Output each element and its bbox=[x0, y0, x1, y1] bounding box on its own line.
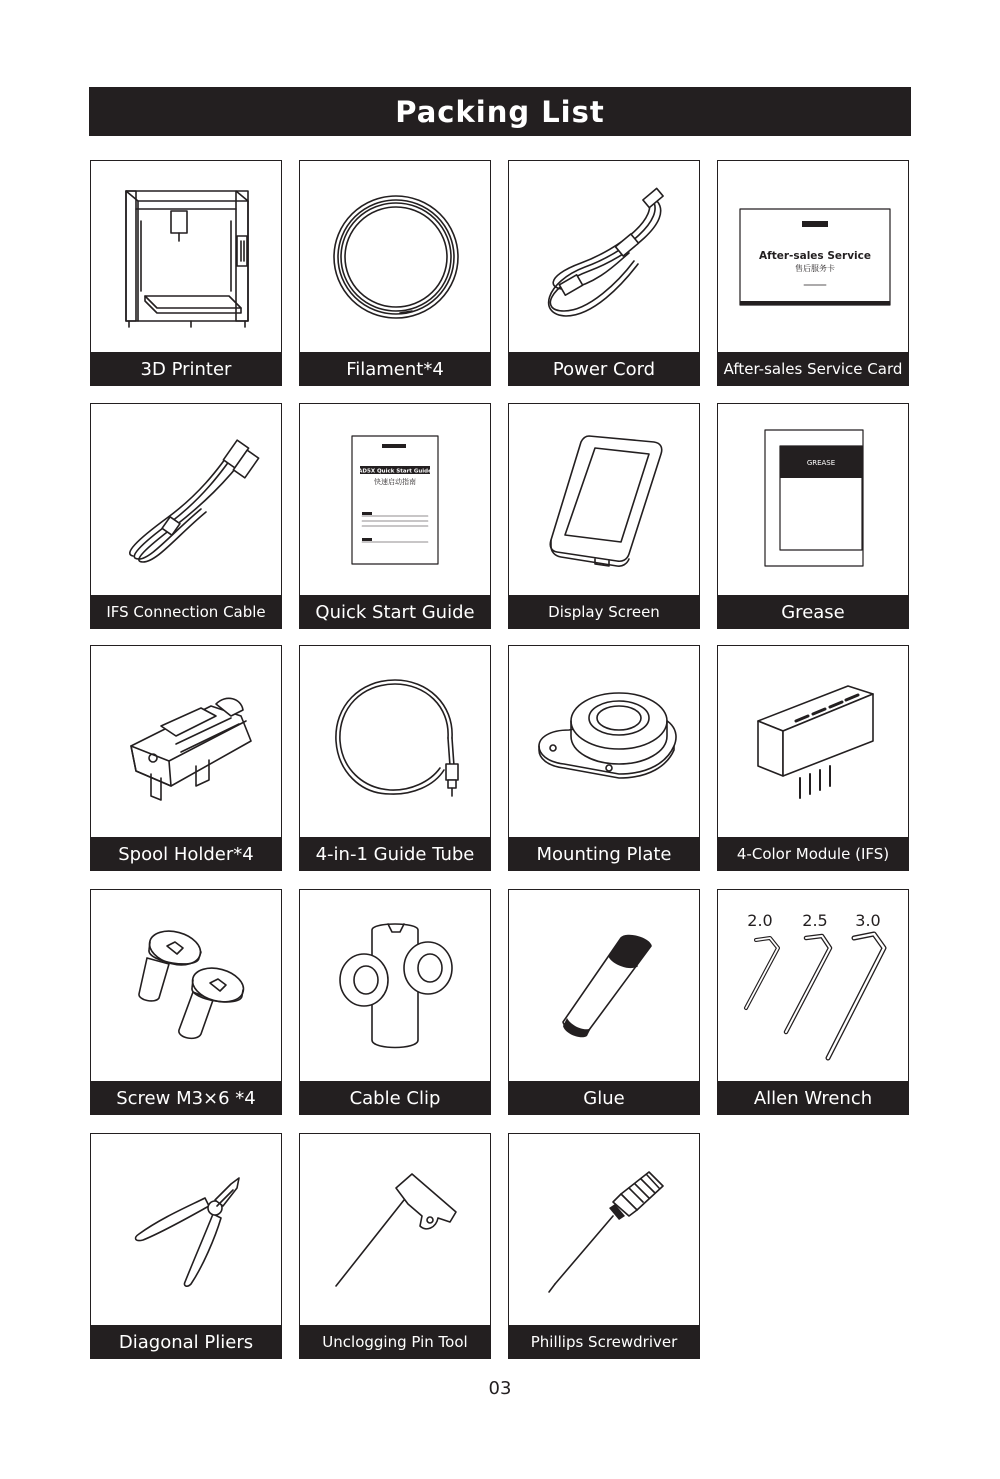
item-label: Cable Clip bbox=[299, 1081, 491, 1115]
item-card-display-screen bbox=[508, 403, 700, 629]
printer-icon bbox=[91, 161, 281, 351]
screwdriver-icon bbox=[509, 1134, 699, 1324]
item-card-allen-wrench bbox=[717, 889, 909, 1115]
screw-icon bbox=[91, 890, 281, 1080]
guide-title: AD5X Quick Start Guide bbox=[358, 468, 432, 475]
item-label: Phillips Screwdriver bbox=[508, 1325, 700, 1359]
item-label: 4-Color Module (IFS) bbox=[717, 837, 909, 871]
item-label: Glue bbox=[508, 1081, 700, 1115]
grease-text: GREASE bbox=[806, 459, 836, 467]
item-label: Power Cord bbox=[508, 352, 700, 386]
item-card-mounting-plate bbox=[508, 645, 700, 871]
grease-packet-icon bbox=[718, 404, 908, 594]
card-subtitle: 售后服务卡 bbox=[795, 264, 835, 273]
cable-clip-icon bbox=[300, 890, 490, 1080]
spool-holder-icon bbox=[91, 646, 281, 836]
guide-subtitle: 快速启动指南 bbox=[374, 478, 416, 486]
item-card-3d-printer bbox=[90, 160, 282, 386]
item-card-phillips-screwdriver bbox=[508, 1133, 700, 1359]
unclogging-pin-icon bbox=[300, 1134, 490, 1324]
guide-tube-icon bbox=[300, 646, 490, 836]
item-label: Quick Start Guide bbox=[299, 595, 491, 629]
pliers-icon bbox=[91, 1134, 281, 1324]
item-card-guide-tube bbox=[299, 645, 491, 871]
page-title: Packing List bbox=[89, 87, 911, 136]
wrench-size-2-5: 2.5 bbox=[802, 911, 828, 930]
item-card-filament bbox=[299, 160, 491, 386]
item-card-cable-clip bbox=[299, 889, 491, 1115]
item-label: Grease bbox=[717, 595, 909, 629]
service-card-icon bbox=[718, 161, 908, 351]
item-card-power-cord bbox=[508, 160, 700, 386]
item-card-quick-start-guide bbox=[299, 403, 491, 629]
power-cord-icon bbox=[509, 161, 699, 351]
glue-stick-icon bbox=[509, 890, 699, 1080]
item-card-spool-holder bbox=[90, 645, 282, 871]
item-label: Unclogging Pin Tool bbox=[299, 1325, 491, 1359]
cable-icon bbox=[91, 404, 281, 594]
item-card-color-module bbox=[717, 645, 909, 871]
wrench-size-2-0: 2.0 bbox=[747, 911, 773, 930]
item-label: Diagonal Pliers bbox=[90, 1325, 282, 1359]
item-label: Screw M3×6 *4 bbox=[90, 1081, 282, 1115]
item-label: Display Screen bbox=[508, 595, 700, 629]
item-label: Mounting Plate bbox=[508, 837, 700, 871]
item-label: After-sales Service Card bbox=[717, 352, 909, 386]
item-label: 4-in-1 Guide Tube bbox=[299, 837, 491, 871]
color-module-icon bbox=[718, 646, 908, 836]
allen-wrench-icon bbox=[718, 890, 908, 1080]
display-screen-icon bbox=[509, 404, 699, 594]
item-card-screw bbox=[90, 889, 282, 1115]
item-card-glue bbox=[508, 889, 700, 1115]
card-title: After-sales Service bbox=[759, 250, 871, 262]
wrench-size-3-0: 3.0 bbox=[855, 911, 881, 930]
filament-icon bbox=[300, 161, 490, 351]
item-card-service-card bbox=[717, 160, 909, 386]
item-card-ifs-cable bbox=[90, 403, 282, 629]
item-card-grease bbox=[717, 403, 909, 629]
item-label: Spool Holder*4 bbox=[90, 837, 282, 871]
item-label: IFS Connection Cable bbox=[90, 595, 282, 629]
guide-booklet-icon bbox=[300, 404, 490, 594]
item-label: Allen Wrench bbox=[717, 1081, 909, 1115]
item-card-unclogging-pin bbox=[299, 1133, 491, 1359]
mounting-plate-icon bbox=[509, 646, 699, 836]
page-number: 03 bbox=[488, 1378, 512, 1399]
item-label: 3D Printer bbox=[90, 352, 282, 386]
item-card-diagonal-pliers bbox=[90, 1133, 282, 1359]
item-label: Filament*4 bbox=[299, 352, 491, 386]
